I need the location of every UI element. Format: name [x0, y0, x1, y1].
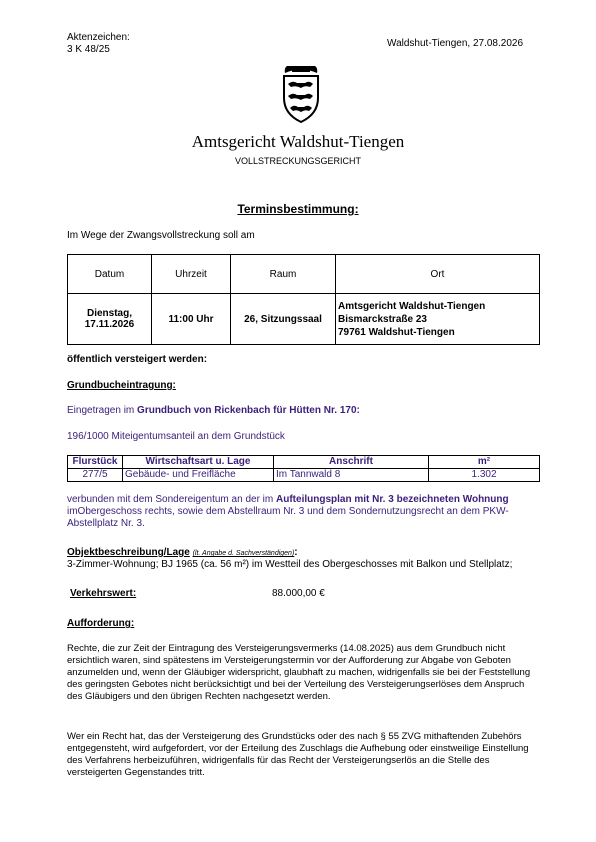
ort-line: 79761 Waldshut-Tiengen: [338, 326, 455, 338]
miteigentumsanteil: 196/1000 Miteigentumsanteil an dem Grundstück: [67, 431, 285, 442]
header-uhrzeit: Uhrzeit: [152, 255, 231, 294]
table-header-row: [68, 456, 540, 469]
verkehrswert-label: Verkehrswert:: [70, 588, 137, 599]
objekt-beschreibung: 3-Zimmer-Wohnung; BJ 1965 (ca. 56 m²) im Westteil des Obergeschosses mit Balkon und Stellplatz;: [67, 559, 513, 570]
versteigert-text: öffentlich versteigert werden:: [67, 354, 208, 365]
aufforderung-heading: Aufforderung:: [67, 618, 135, 629]
verbunden-part1: verbunden mit dem Sondereigentum an der im: [67, 494, 277, 505]
verbunden-part3: imObergeschoss rechts, sowie dem Abstellraum Nr. 3 und dem Sondernutzungsrecht an dem PKW-Abstellplatz Nr. 3.: [67, 506, 509, 529]
termin-table: [67, 254, 540, 345]
header-ort: Ort: [336, 255, 540, 294]
cell-flaeche: 1.302: [429, 469, 540, 482]
verbunden-aufteilungsplan: Aufteilungsplan mit Nr. 3 bezeichneten Wohnung: [276, 494, 509, 505]
header-wirtschaftsart: Wirtschaftsart u. Lage: [123, 456, 274, 469]
cell-raum: 26, Sitzungssaal: [231, 294, 336, 345]
cell-wirtschaftsart: Gebäude- und Freifläche: [123, 469, 274, 482]
intro-text: Im Wege der Zwangsvollstreckung soll am: [67, 230, 255, 241]
cell-anschrift: Im Tannwald 8: [274, 469, 429, 482]
cell-uhrzeit: 11:00 Uhr: [152, 294, 231, 345]
datum-date: 17.11.2026: [84, 319, 135, 330]
court-name: Amtsgericht Waldshut-Tiengen: [191, 132, 405, 151]
verkehrswert-value: 88.000,00 €: [272, 588, 325, 599]
header-flurstueck: Flurstück: [68, 456, 123, 469]
table-header-row: [68, 255, 540, 294]
aufforderung-paragraph-1: Rechte, die zur Zeit der Eintragung des Versteigerungsvermerks (14.08.2025) aus dem Grundbuch nicht ersichtlich waren, sind spätestens im Versteigerungstermin vor der Aufforderung zur Abgabe von Geboten anzumelden und, wenn der Gläubiger widerspricht, glaubhaft zu machen, widrigenfalls sie bei der Feststellung des geringsten Gebotes nicht berücksichtigt und bei der Verteilung des Versteigerungserlöses dem Anspruch des Gläubigers und den übrigen Rechten nachgesetzt werden.: [67, 643, 531, 702]
aufforderung-paragraph-2: Wer ein Recht hat, das der Versteigerung des Grundstücks oder des nach § 55 ZVG mithaftenden Zubehörs entgegensteht, wird aufgefordert, vor der Erteilung des Zuschlags die Aufhebung oder einstweilige Einstellung des Verfahrens herbeizuführen, widrigenfalls für das Recht der Versteigerungserlös an die Stelle des versteigerten Gegenstandes tritt.: [67, 731, 529, 778]
cell-ort: [336, 294, 540, 345]
coat-of-arms-icon: [279, 66, 323, 124]
ort-line: Bismarckstraße 23: [338, 313, 427, 325]
eingetragen-grundbuch: Grundbuch von Rickenbach für Hütten Nr. 170:: [137, 405, 360, 416]
table-row: [68, 294, 540, 345]
grundbuch-heading: Grundbucheintragung:: [67, 380, 176, 391]
court-department: VOLLSTRECKUNGSGERICHT: [234, 156, 362, 166]
ort-line: Amtsgericht Waldshut-Tiengen: [338, 300, 486, 312]
flurstueck-table: [67, 455, 540, 482]
header-raum: Raum: [231, 255, 336, 294]
cell-datum: [68, 294, 152, 345]
header-datum: Datum: [68, 255, 152, 294]
objekt-heading: Objektbeschreibung/Lage: [67, 547, 190, 558]
grundbuch-eingetragen: [67, 405, 360, 417]
aktenzeichen-label: Aktenzeichen:: [67, 32, 130, 43]
objekt-heading-note: (lt. Angabe d. Sachverständigen): [192, 550, 295, 557]
aktenzeichen: 3 K 48/25: [67, 44, 110, 55]
eingetragen-prefix: Eingetragen im: [67, 405, 138, 416]
header-flaeche: m²: [429, 456, 540, 469]
objekt-heading-colon: :: [294, 547, 298, 558]
header-anschrift: Anschrift: [274, 456, 429, 469]
table-row: [68, 469, 540, 482]
datum-weekday: Dienstag,: [86, 308, 132, 319]
verbunden-text: [67, 494, 540, 530]
cell-flurstueck: 277/5: [68, 469, 123, 482]
page-title: Terminsbestimmung:: [237, 202, 359, 216]
ort-datum: Waldshut-Tiengen, 27.08.2026: [387, 38, 524, 49]
